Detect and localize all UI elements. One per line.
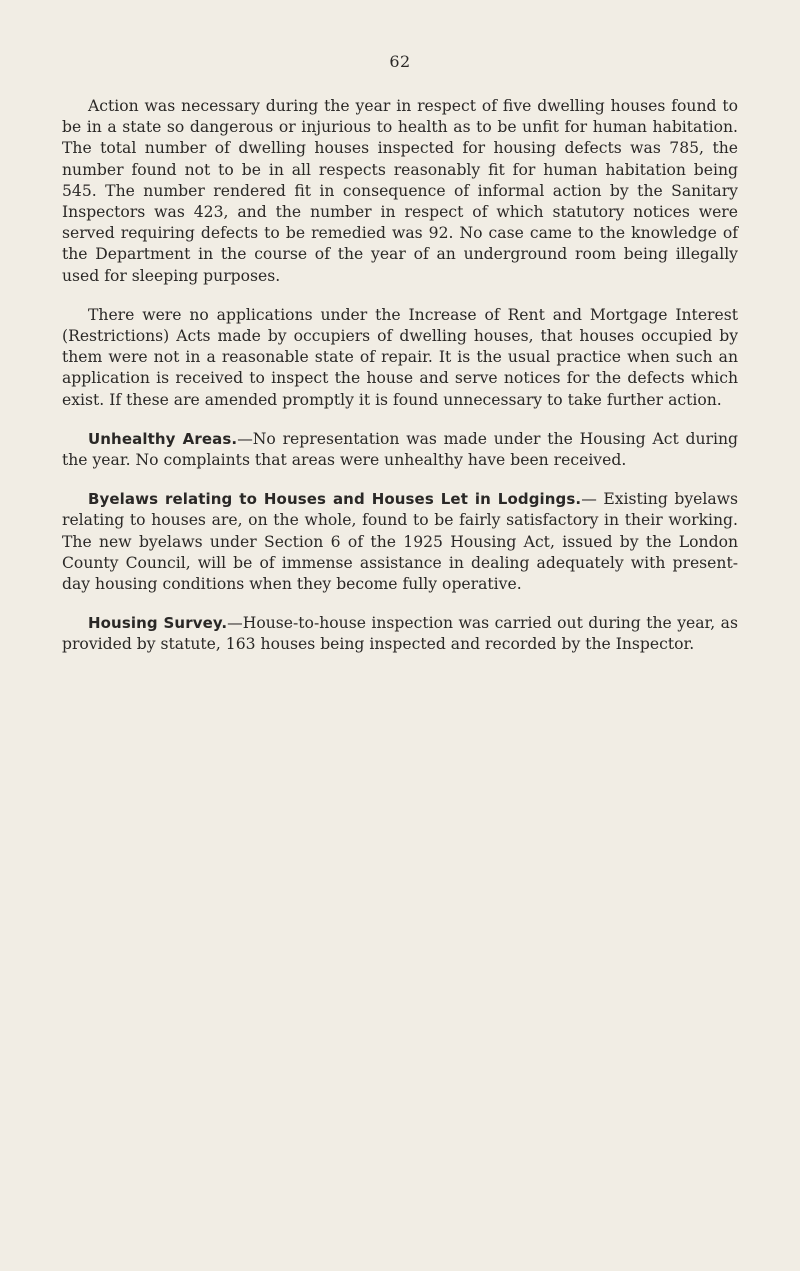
paragraph-rent-restrictions	[62, 305, 738, 411]
paragraph-byelaws	[62, 489, 738, 595]
paragraph-text: Action was necessary during the year in respect of five dwelling houses found to be in a state so dangerous or injurious to health as to be unfit for human habitation. The total number of dwelling houses inspected for housing defects was 785, the number found not to be in all respects reasonably fit for human habitation being 545. The number rendered fit in consequence of informal action by the Sanitary Inspectors was 423, and the number in respect of which statutory notices were served requiring defects to be remedied was 92. No case came to the knowledge of the Department in the course of the year of an underground room being illegally used for sleeping purposes.	[62, 97, 738, 285]
section-heading-unhealthy-areas: Unhealthy Areas.	[88, 429, 238, 448]
paragraph-unhealthy-areas	[62, 429, 738, 471]
paragraph-inspection-results	[62, 96, 738, 287]
page-number: 62	[389, 52, 411, 71]
paragraph-text: —House-to-house inspection was carried out during the year, as provided by statute, 163 houses being inspected and recorded by the Inspector.	[62, 614, 738, 654]
section-heading-housing-survey: Housing Survey.	[88, 614, 228, 633]
paragraph-text: —No representation was made under the Housing Act during the year. No complaints that areas were unhealthy have been received.	[62, 429, 738, 470]
paragraph-text: — Existing byelaws relating to houses are, on the whole, found to be fairly satisfactory in their working. The new byelaws under Section 6 of the 1925 Housing Act, issued by the London County Council, will be of immense assistance in dealing adequately with present-day housing conditions when they become fully operative.	[62, 490, 738, 594]
paragraph-text: There were no applications under the Increase of Rent and Mortgage Interest (Restrictions) Acts made by occupiers of dwelling houses, that houses occupied by them were not in a reasonable state of repair. It is the usual practice when such an application is received to inspect the house and serve notices for the defects which exist. If these are amended promptly it is found unnecessary to take further action.	[62, 305, 738, 409]
paragraph-housing-survey	[62, 613, 738, 655]
section-heading-byelaws: Byelaws relating to Houses and Houses Let in Lodgings.	[88, 490, 582, 509]
body-text	[62, 96, 738, 674]
